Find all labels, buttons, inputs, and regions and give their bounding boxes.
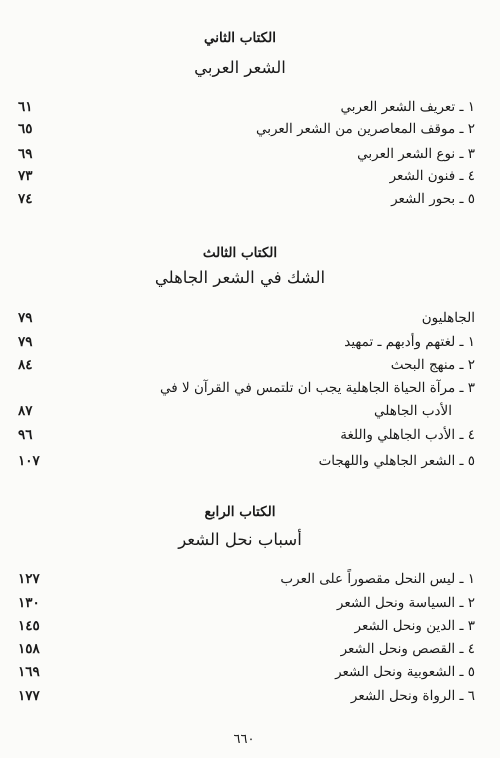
- toc-entry: [0, 450, 500, 472]
- entry-page: ١٧٧: [18, 688, 40, 704]
- entry-page: ٩٦: [18, 427, 33, 443]
- entry-text: ١ ـ ليس النحل مقصوراً على العرب: [280, 571, 475, 587]
- toc-entry: [0, 685, 500, 707]
- toc-entry: [0, 615, 500, 637]
- toc-entry: [0, 143, 500, 165]
- toc-entry: [0, 592, 500, 614]
- toc-entry: [0, 568, 500, 590]
- book2-label: الكتاب الثاني: [204, 30, 276, 46]
- book2-title: الشعر العربي: [194, 58, 286, 77]
- entry-text: ٣ ـ نوع الشعر العربي: [357, 146, 475, 162]
- book4-label: الكتاب الرابع: [204, 504, 276, 520]
- toc-entry: [0, 165, 500, 187]
- toc-entry: [0, 661, 500, 683]
- entry-page: ٦٩: [18, 146, 33, 162]
- entry-text: ٤ ـ فنون الشعر: [389, 168, 475, 184]
- entry-page: ١٣٠: [18, 595, 40, 611]
- entry-text: ٥ ـ الشعوبية ونحل الشعر: [335, 664, 475, 680]
- entry-text: ٤ ـ الأدب الجاهلي واللغة: [340, 427, 475, 443]
- entry-text: ٢ ـ السياسة ونحل الشعر: [336, 595, 475, 611]
- entry-page: ٧٤: [18, 191, 33, 207]
- entry-page: ١٠٧: [18, 453, 40, 469]
- entry-text: ١ ـ تعريف الشعر العربي: [340, 99, 475, 115]
- entry-text: ٢ ـ منهج البحث: [390, 357, 475, 373]
- entry-text: ١ ـ لغتهم وأدبهم ـ تمهيد: [344, 334, 475, 350]
- entry-page: ٦١: [18, 99, 33, 115]
- toc-entry: [0, 307, 500, 329]
- toc-entry: [0, 354, 500, 376]
- entry-page: ١٦٩: [18, 664, 40, 680]
- book4-title: أسباب نحل الشعر: [178, 530, 302, 549]
- toc-entry: [0, 424, 500, 446]
- entry-text: ٢ ـ موقف المعاصرين من الشعر العربي: [255, 121, 475, 137]
- entry-page: ١٢٧: [18, 571, 40, 587]
- toc-entry: [0, 400, 500, 422]
- entry-page: ٦٥: [18, 121, 33, 137]
- toc-entry: [0, 188, 500, 210]
- entry-text: ٥ ـ الشعر الجاهلي واللهجات: [318, 453, 475, 469]
- entry-text: الأدب الجاهلي: [374, 403, 452, 419]
- toc-entry: [0, 96, 500, 118]
- entry-page: ٨٤: [18, 357, 33, 373]
- toc-entry: [0, 377, 500, 399]
- entry-text: الجاهليون: [421, 310, 475, 326]
- toc-entry: [0, 118, 500, 140]
- toc-entry: [0, 331, 500, 353]
- entry-page: ٨٧: [18, 403, 33, 419]
- entry-text: ٣ ـ مرآة الحياة الجاهلية يجب ان تلتمس في القرآن لا في: [160, 380, 475, 396]
- entry-text: ٦ ـ الرواة ونحل الشعر: [350, 688, 475, 704]
- entry-text: ٤ ـ القصص ونحل الشعر: [340, 641, 475, 657]
- toc-entry: [0, 638, 500, 660]
- entry-page: ٧٣: [18, 168, 33, 184]
- entry-text: ٥ ـ بحور الشعر: [391, 191, 475, 207]
- entry-text: ٣ ـ الدين ونحل الشعر: [354, 618, 475, 634]
- entry-page: ٧٩: [18, 334, 33, 350]
- entry-page: ١٥٨: [18, 641, 40, 657]
- entry-page: ١٤٥: [18, 618, 40, 634]
- page-number: ٦٦٠: [233, 732, 255, 747]
- book3-label: الكتاب الثالث: [202, 245, 278, 261]
- entry-page: ٧٩: [18, 310, 33, 326]
- book3-title: الشك في الشعر الجاهلي: [154, 268, 326, 287]
